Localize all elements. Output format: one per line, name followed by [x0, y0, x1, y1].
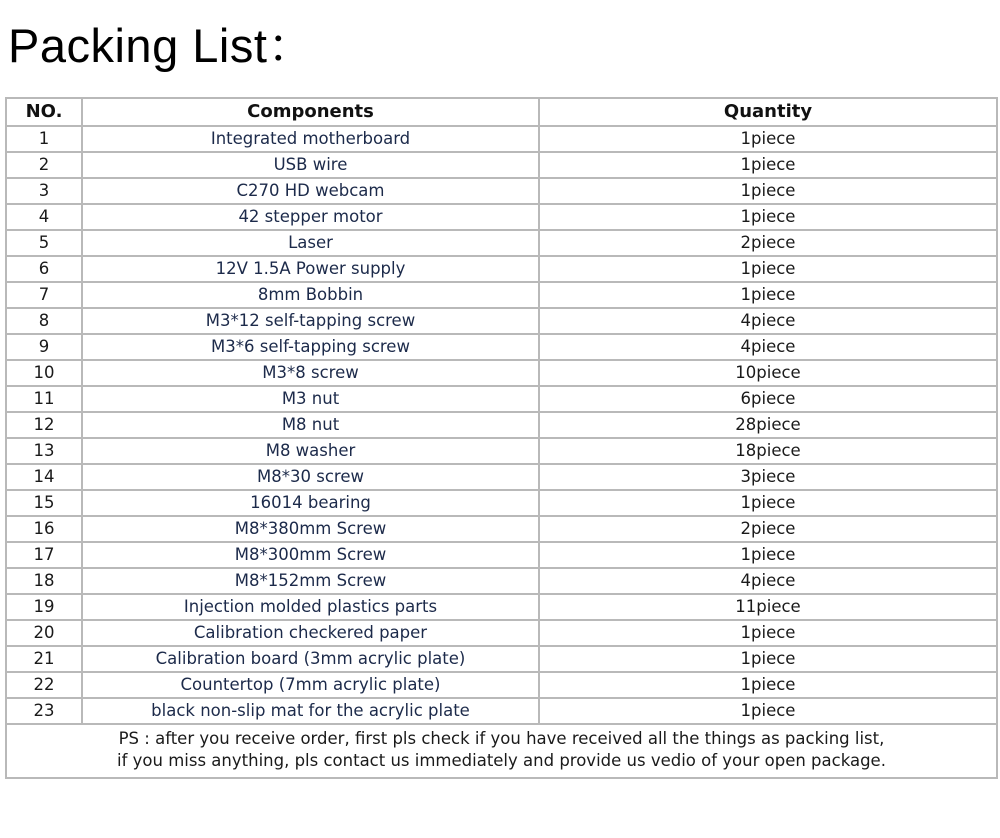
cell-component: Calibration board (3mm acrylic plate) — [82, 646, 539, 672]
table-row — [6, 464, 997, 490]
table-row — [6, 568, 997, 594]
cell-quantity: 1piece — [539, 178, 997, 204]
cell-no: 20 — [6, 620, 82, 646]
cell-quantity: 11piece — [539, 594, 997, 620]
cell-quantity: 2piece — [539, 516, 997, 542]
table-row — [6, 490, 997, 516]
cell-component: M3*12 self-tapping screw — [82, 308, 539, 334]
cell-quantity: 28piece — [539, 412, 997, 438]
cell-component: Injection molded plastics parts — [82, 594, 539, 620]
cell-no: 19 — [6, 594, 82, 620]
cell-no: 15 — [6, 490, 82, 516]
table-row — [6, 230, 997, 256]
cell-component: 16014 bearing — [82, 490, 539, 516]
cell-quantity: 1piece — [539, 646, 997, 672]
cell-component: M8*380mm Screw — [82, 516, 539, 542]
table-row — [6, 204, 997, 230]
cell-component: USB wire — [82, 152, 539, 178]
cell-no: 8 — [6, 308, 82, 334]
cell-no: 6 — [6, 256, 82, 282]
note-row — [6, 724, 997, 778]
cell-no: 16 — [6, 516, 82, 542]
cell-component: 8mm Bobbin — [82, 282, 539, 308]
table-row — [6, 542, 997, 568]
note-line-2: if you miss anything, pls contact us immediately and provide us vedio of your open package. — [117, 751, 886, 770]
cell-quantity: 1piece — [539, 542, 997, 568]
cell-quantity: 10piece — [539, 360, 997, 386]
cell-component: M8 nut — [82, 412, 539, 438]
cell-component: M8*152mm Screw — [82, 568, 539, 594]
cell-component: M3*6 self-tapping screw — [82, 334, 539, 360]
cell-no: 5 — [6, 230, 82, 256]
cell-quantity: 2piece — [539, 230, 997, 256]
table-row — [6, 256, 997, 282]
cell-no: 9 — [6, 334, 82, 360]
cell-component: M8 washer — [82, 438, 539, 464]
cell-quantity: 1piece — [539, 698, 997, 724]
cell-component: 42 stepper motor — [82, 204, 539, 230]
cell-quantity: 4piece — [539, 568, 997, 594]
table-row — [6, 620, 997, 646]
cell-quantity: 1piece — [539, 152, 997, 178]
cell-quantity: 1piece — [539, 282, 997, 308]
cell-quantity: 18piece — [539, 438, 997, 464]
cell-no: 21 — [6, 646, 82, 672]
cell-no: 4 — [6, 204, 82, 230]
table-row — [6, 646, 997, 672]
note-line-1: PS : after you receive order, first pls check if you have received all the things as packing list, — [118, 729, 885, 748]
cell-component: Laser — [82, 230, 539, 256]
cell-quantity: 6piece — [539, 386, 997, 412]
table-row — [6, 438, 997, 464]
cell-no: 3 — [6, 178, 82, 204]
header-no: NO. — [6, 98, 82, 126]
table-row — [6, 516, 997, 542]
cell-quantity: 1piece — [539, 490, 997, 516]
cell-component: Integrated motherboard — [82, 126, 539, 152]
cell-quantity: 4piece — [539, 308, 997, 334]
table-row — [6, 334, 997, 360]
cell-no: 2 — [6, 152, 82, 178]
cell-component: black non-slip mat for the acrylic plate — [82, 698, 539, 724]
cell-component: C270 HD webcam — [82, 178, 539, 204]
table-row — [6, 386, 997, 412]
page-title: Packing List： — [8, 19, 315, 72]
cell-component: M3*8 screw — [82, 360, 539, 386]
cell-component: 12V 1.5A Power supply — [82, 256, 539, 282]
header-components: Components — [82, 98, 539, 126]
cell-component: M8*30 screw — [82, 464, 539, 490]
table-row — [6, 698, 997, 724]
packing-list-table — [5, 97, 998, 779]
cell-no: 22 — [6, 672, 82, 698]
cell-no: 13 — [6, 438, 82, 464]
table-row — [6, 282, 997, 308]
table-row — [6, 672, 997, 698]
cell-no: 17 — [6, 542, 82, 568]
cell-no: 18 — [6, 568, 82, 594]
cell-quantity: 1piece — [539, 620, 997, 646]
cell-component: Countertop (7mm acrylic plate) — [82, 672, 539, 698]
table-row — [6, 360, 997, 386]
table-header-row — [6, 98, 997, 126]
cell-no: 12 — [6, 412, 82, 438]
cell-quantity: 3piece — [539, 464, 997, 490]
cell-component: M3 nut — [82, 386, 539, 412]
cell-no: 11 — [6, 386, 82, 412]
table-row — [6, 178, 997, 204]
table-row — [6, 152, 997, 178]
table-row — [6, 412, 997, 438]
cell-component: Calibration checkered paper — [82, 620, 539, 646]
note-cell — [6, 724, 997, 778]
cell-quantity: 1piece — [539, 672, 997, 698]
cell-component: M8*300mm Screw — [82, 542, 539, 568]
cell-quantity: 1piece — [539, 256, 997, 282]
cell-no: 7 — [6, 282, 82, 308]
cell-quantity: 1piece — [539, 204, 997, 230]
cell-no: 1 — [6, 126, 82, 152]
cell-no: 10 — [6, 360, 82, 386]
cell-quantity: 4piece — [539, 334, 997, 360]
table-row — [6, 594, 997, 620]
cell-no: 23 — [6, 698, 82, 724]
cell-quantity: 1piece — [539, 126, 997, 152]
table-row — [6, 126, 997, 152]
header-quantity: Quantity — [539, 98, 997, 126]
table-row — [6, 308, 997, 334]
cell-no: 14 — [6, 464, 82, 490]
